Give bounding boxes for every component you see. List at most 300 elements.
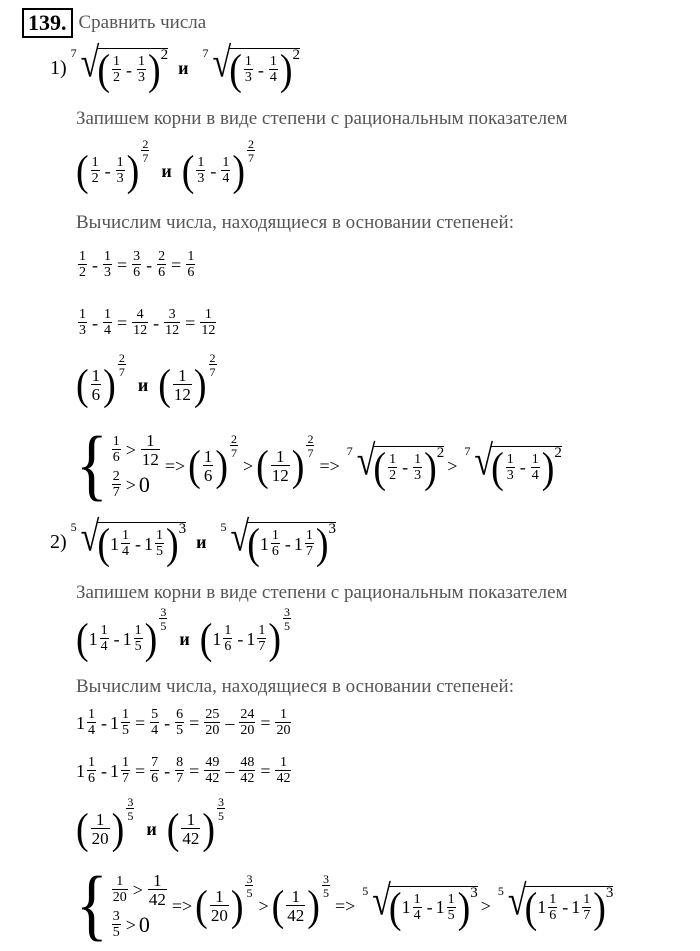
part-label: 2) — [50, 531, 67, 553]
right-paren: ) — [202, 804, 215, 854]
denominator: 5 — [322, 886, 329, 900]
numerator: 1 — [100, 623, 108, 638]
difference — [491, 443, 555, 492]
denominator: 7 — [142, 151, 149, 165]
part2-bases — [76, 795, 227, 854]
numerator: 1 — [153, 871, 162, 890]
part2-text-rewrite: Запишем корни в виде степени с рациональным показателем — [76, 582, 568, 603]
denominator: 2 — [113, 70, 120, 85]
denominator: 20 — [276, 723, 291, 738]
left-paren: ( — [491, 443, 504, 492]
fraction — [173, 367, 192, 403]
left-paren: ( — [76, 614, 89, 664]
denominator: 5 — [112, 925, 120, 940]
whole-part: 1 — [144, 533, 153, 554]
denominator: 7 — [118, 365, 125, 379]
zero: 0 — [138, 472, 150, 497]
left-paren: ( — [97, 45, 110, 95]
part2-statement — [50, 514, 337, 569]
radical-sign: √ — [230, 514, 250, 561]
power-expression — [199, 605, 293, 664]
denominator: 6 — [151, 771, 159, 786]
numerator: 1 — [79, 307, 86, 322]
difference — [181, 146, 245, 196]
fraction — [271, 448, 290, 484]
fraction — [203, 448, 214, 484]
fraction — [275, 708, 291, 738]
conjunction-and: и — [178, 58, 189, 78]
mixed-number — [402, 893, 424, 923]
base-power — [166, 795, 227, 854]
numerator: 3 — [218, 795, 224, 809]
left-paren: ( — [76, 146, 89, 196]
whole-part: 1 — [76, 712, 85, 733]
numerator: 1 — [156, 528, 163, 543]
rational-exponent — [139, 138, 151, 164]
denominator: 7 — [209, 365, 216, 379]
operator: > — [125, 474, 136, 495]
fraction — [137, 55, 146, 85]
right-paren: ) — [230, 881, 244, 931]
fraction — [306, 433, 314, 459]
left-paren: ( — [256, 441, 269, 491]
fraction — [223, 624, 232, 654]
left-paren: ( — [76, 804, 89, 854]
fraction — [204, 756, 220, 786]
fraction — [116, 156, 125, 186]
power-expression — [76, 605, 169, 664]
whole-part: 1 — [110, 712, 119, 733]
right-paren: ) — [291, 441, 305, 491]
fraction — [91, 156, 100, 186]
operator: - — [92, 312, 98, 333]
denominator: 6 — [112, 450, 120, 465]
denominator: 2 — [79, 265, 86, 280]
rational-exponent — [215, 796, 227, 822]
left-paren: ( — [373, 443, 387, 492]
radical-sign: √ — [80, 40, 100, 87]
operator: - — [284, 533, 291, 554]
difference — [524, 883, 606, 932]
numerator: 1 — [104, 249, 111, 264]
problem-header — [22, 8, 206, 38]
operator: - — [519, 457, 526, 477]
denominator: 2 — [91, 171, 99, 186]
numerator: 1 — [305, 528, 313, 543]
right-paren: ) — [457, 883, 471, 932]
fraction — [209, 352, 217, 378]
numerator: 1 — [414, 451, 422, 467]
denominator: 6 — [224, 639, 232, 654]
numerator: 1 — [244, 54, 252, 69]
operator: - — [92, 254, 98, 275]
power-expression — [181, 137, 257, 196]
nth-root — [497, 877, 614, 932]
radical-sign: √ — [80, 514, 100, 561]
left-paren: ( — [181, 146, 195, 196]
denominator: 12 — [201, 323, 216, 338]
mixed-number — [246, 624, 268, 654]
fraction — [239, 708, 255, 738]
nth-root — [220, 514, 337, 569]
right-paren: ) — [315, 519, 329, 569]
fraction — [112, 470, 121, 500]
power: 2 — [292, 47, 301, 63]
right-paren: ) — [111, 804, 125, 854]
fraction — [150, 708, 159, 738]
rational-exponent — [320, 873, 332, 899]
right-paren: ) — [126, 146, 140, 196]
left-paren: ( — [97, 519, 110, 569]
rational-exponent — [245, 138, 257, 164]
mixed-number — [110, 708, 132, 738]
fraction — [157, 250, 166, 280]
numerator: 1 — [204, 307, 212, 322]
operator: - — [237, 628, 244, 649]
whole-part: 1 — [246, 628, 256, 649]
fraction — [159, 606, 167, 632]
fraction — [132, 250, 141, 280]
numerator: 1 — [122, 707, 129, 722]
operator: - — [153, 312, 160, 333]
numerator: 1 — [291, 887, 301, 906]
fraction — [87, 756, 96, 786]
fraction — [413, 453, 422, 483]
numerator: 1 — [79, 249, 86, 264]
numerator: 1 — [138, 54, 145, 69]
numerator: 1 — [203, 447, 213, 466]
denominator: 42 — [240, 771, 255, 786]
denominator: 6 — [549, 907, 557, 923]
nth-root — [464, 437, 562, 492]
mixed-number — [144, 529, 166, 559]
denominator: 20 — [205, 723, 220, 738]
fraction — [286, 888, 305, 924]
base-power — [188, 432, 240, 491]
part1-calc-2 — [76, 308, 218, 338]
denominator: 3 — [197, 171, 205, 186]
operator: = — [185, 312, 196, 333]
denominator: 3 — [506, 467, 514, 483]
mixed-number — [436, 893, 458, 923]
numerator: 3 — [127, 795, 134, 809]
fraction — [112, 910, 121, 940]
nth-root — [70, 514, 187, 569]
denominator: 3 — [116, 171, 124, 186]
numerator: 1 — [269, 54, 277, 69]
rational-exponent — [304, 433, 316, 459]
problem-number: 139. — [22, 8, 73, 38]
numerator: 1 — [113, 54, 120, 69]
numerator: 2 — [307, 432, 314, 446]
power: 2 — [160, 47, 169, 63]
radical-sign: √ — [212, 40, 232, 87]
right-paren: ) — [593, 883, 606, 932]
denominator: 6 — [158, 265, 166, 280]
operator: > — [242, 455, 254, 476]
whole-part: 1 — [212, 628, 222, 649]
denominator: 4 — [122, 544, 129, 559]
radicand — [97, 45, 169, 95]
denominator: 7 — [176, 771, 184, 786]
denominator: 4 — [151, 723, 159, 738]
operator: = — [135, 712, 146, 733]
base-power — [271, 872, 332, 931]
difference — [97, 519, 179, 569]
nth-root — [362, 877, 478, 932]
fraction — [112, 875, 128, 905]
nth-root — [346, 437, 445, 492]
numerator: 3 — [246, 872, 253, 886]
numerator: 1 — [134, 623, 142, 638]
numerator: 1 — [276, 447, 285, 466]
part1-text-compute: Вычислим числа, находящиеся в основании степеней: — [76, 212, 514, 233]
numerator: 1 — [187, 249, 195, 264]
fraction — [244, 55, 253, 85]
operator: > — [447, 455, 458, 476]
root-index: 7 — [464, 443, 471, 458]
right-paren: ) — [193, 360, 207, 410]
rational-exponent — [116, 352, 128, 378]
operator: => — [171, 895, 193, 916]
numerator: 7 — [151, 755, 159, 770]
root-index: 5 — [497, 883, 504, 898]
operator: => — [319, 455, 340, 476]
numerator: 1 — [215, 887, 224, 906]
denominator: 3 — [79, 323, 86, 338]
fraction — [257, 624, 266, 654]
nth-root — [202, 40, 301, 95]
difference — [247, 519, 329, 569]
numerator: 1 — [447, 891, 455, 907]
fraction — [275, 756, 291, 786]
fraction — [103, 250, 112, 280]
operator: - — [257, 59, 264, 80]
radicand — [97, 519, 187, 569]
numerator: 1 — [146, 431, 155, 450]
fraction — [112, 55, 121, 85]
fraction — [210, 888, 229, 924]
operator: – — [225, 760, 235, 781]
denominator: 42 — [287, 906, 305, 925]
root-index: 7 — [70, 46, 77, 60]
fraction — [204, 708, 220, 738]
fraction — [121, 756, 130, 786]
denominator: 7 — [122, 771, 129, 786]
mixed-number — [260, 529, 282, 559]
part1-text-rewrite: Запишем корни в виде степени с рациональным показателем — [76, 108, 568, 129]
operator: = — [189, 760, 200, 781]
root-index: 7 — [346, 443, 353, 458]
mixed-number — [76, 756, 98, 786]
numerator: 1 — [271, 528, 279, 543]
fraction — [181, 811, 200, 847]
operator: - — [210, 160, 217, 181]
radicand — [229, 45, 301, 95]
rational-exponent — [243, 873, 255, 899]
nth-root — [70, 40, 169, 95]
denominator: 3 — [244, 70, 252, 85]
fraction — [548, 893, 557, 923]
rational-exponent — [207, 352, 219, 378]
difference — [388, 883, 471, 932]
denominator: 5 — [284, 619, 290, 633]
denominator: 4 — [88, 723, 95, 738]
difference — [97, 45, 161, 95]
whole-part: 1 — [76, 760, 85, 781]
part1-statement — [50, 40, 301, 95]
numerator: 1 — [88, 755, 95, 770]
radical-sign: √ — [356, 437, 376, 485]
numerator: 25 — [205, 707, 220, 722]
numerator: 1 — [122, 755, 129, 770]
operator: - — [113, 628, 120, 649]
base-power — [195, 872, 255, 931]
numerator: 2 — [112, 469, 120, 484]
numerator: 3 — [133, 249, 141, 264]
fraction — [155, 529, 164, 559]
denominator: 42 — [148, 890, 166, 909]
mixed-number — [294, 529, 316, 559]
operator: - — [164, 760, 171, 781]
operator: - — [101, 760, 107, 781]
denominator: 6 — [88, 771, 95, 786]
denominator: 20 — [112, 890, 127, 905]
power: 3 — [470, 884, 478, 901]
denominator: 20 — [240, 723, 255, 738]
fraction — [322, 873, 330, 899]
right-paren: ) — [166, 519, 179, 569]
radicand — [491, 443, 562, 492]
denominator: 5 — [176, 723, 184, 738]
fraction — [582, 893, 591, 923]
denominator: 42 — [276, 771, 291, 786]
numerator: 1 — [413, 891, 421, 907]
whole-part: 1 — [259, 533, 269, 554]
fraction — [217, 796, 225, 822]
part1-bases — [76, 351, 219, 410]
part2-text-compute: Вычислим числа, находящиеся в основании степеней: — [76, 676, 514, 697]
right-paren: ) — [144, 614, 158, 664]
numerator: 1 — [258, 623, 266, 638]
fraction — [91, 367, 102, 403]
radicand — [524, 883, 614, 932]
denominator: 7 — [258, 639, 266, 654]
base-power — [256, 432, 316, 491]
fraction — [78, 250, 87, 280]
numerator: 2 — [158, 249, 166, 264]
fraction — [100, 624, 109, 654]
denominator: 7 — [583, 907, 591, 923]
denominator: 42 — [182, 829, 200, 848]
left-brace: { — [76, 421, 108, 510]
denominator: 42 — [205, 771, 220, 786]
fraction — [150, 756, 159, 786]
conjunction-and: и — [146, 818, 157, 839]
radical-sign: √ — [507, 877, 527, 925]
conjunction-and: и — [179, 628, 190, 649]
operator: = — [117, 312, 128, 333]
system-row — [110, 432, 162, 468]
part1-calc-1 — [76, 250, 197, 280]
numerator: 1 — [116, 155, 124, 170]
whole-part: 1 — [122, 628, 132, 649]
numerator: 3 — [160, 605, 167, 619]
numerator: 1 — [178, 366, 187, 385]
numerator: 4 — [136, 307, 144, 322]
part-label: 1) — [50, 57, 67, 79]
denominator: 5 — [122, 723, 129, 738]
rational-exponent — [228, 433, 240, 459]
denominator: 12 — [165, 323, 180, 338]
difference — [373, 443, 437, 492]
operator: > — [125, 914, 136, 935]
operator: - — [126, 59, 132, 80]
fraction — [305, 529, 314, 559]
power: 3 — [605, 884, 614, 901]
mixed-number — [537, 893, 559, 923]
operator: - — [104, 160, 111, 181]
fraction — [506, 453, 515, 483]
conjunction-and: и — [137, 374, 149, 395]
numerator: 24 — [240, 707, 255, 722]
numerator: 49 — [205, 755, 220, 770]
fraction — [141, 432, 160, 468]
fraction — [148, 872, 167, 908]
operator: = — [260, 760, 271, 781]
numerator: 2 — [230, 432, 237, 446]
mixed-number — [110, 756, 132, 786]
mixed-number — [571, 893, 593, 923]
denominator: 7 — [305, 544, 313, 559]
system-row — [110, 470, 162, 500]
denominator: 3 — [138, 70, 145, 85]
operator: = — [117, 254, 128, 275]
conjunction-and: и — [196, 532, 207, 552]
fraction — [132, 308, 148, 338]
right-paren: ) — [268, 614, 281, 664]
operator: - — [426, 897, 433, 917]
numerator: 1 — [122, 528, 129, 543]
denominator: 5 — [218, 809, 224, 823]
part2-calc-2 — [76, 756, 293, 786]
operator: = — [171, 254, 182, 275]
left-paren: ( — [195, 881, 208, 931]
part2-calc-1 — [76, 708, 293, 738]
conjunction-and: и — [161, 160, 172, 181]
fraction — [121, 708, 130, 738]
denominator: 5 — [134, 639, 142, 654]
operator: > — [480, 895, 491, 916]
numerator: 1 — [112, 434, 120, 449]
denominator: 4 — [222, 171, 230, 186]
numerator: 5 — [151, 707, 159, 722]
denominator: 4 — [100, 639, 108, 654]
right-paren: ) — [279, 45, 293, 95]
operator: = — [189, 712, 200, 733]
operator: = — [260, 712, 271, 733]
numerator: 1 — [549, 891, 557, 907]
root-index: 5 — [70, 520, 77, 534]
denominator: 7 — [112, 485, 120, 500]
denominator: 7 — [248, 151, 254, 165]
right-paren: ) — [541, 443, 555, 492]
denominator: 12 — [141, 450, 159, 469]
fraction — [175, 708, 184, 738]
numerator: 1 — [224, 623, 232, 638]
right-paren: ) — [424, 443, 437, 492]
numerator: 1 — [279, 707, 287, 722]
